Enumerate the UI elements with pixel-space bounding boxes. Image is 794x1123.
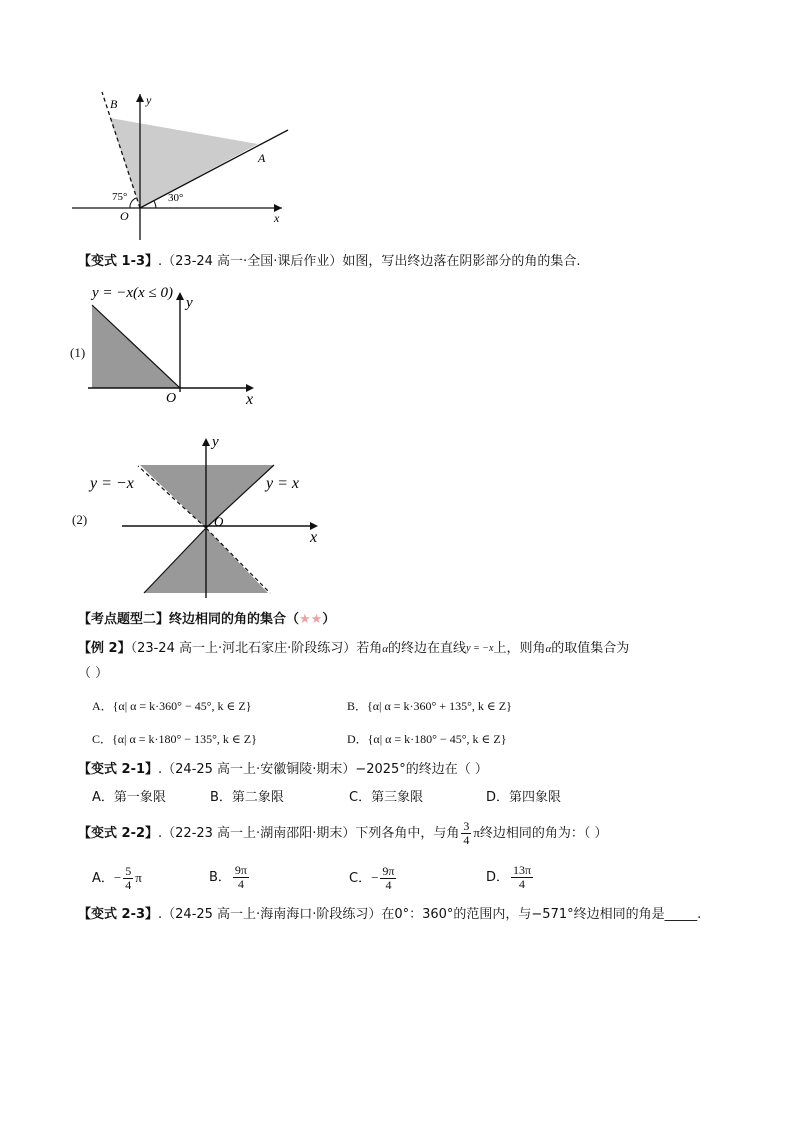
fraction-numerator: 9π	[234, 863, 247, 877]
variant-2-2-question	[78, 820, 608, 847]
pi-symbol: π	[135, 870, 142, 885]
shaded-region-lower-right	[206, 528, 268, 593]
variant-2-2-option-a[interactable]	[92, 864, 142, 893]
angle-label-30: 30°	[168, 192, 184, 204]
fraction-denominator: 4	[125, 878, 132, 892]
y-axis-arrow	[136, 94, 144, 102]
label-O: O	[166, 391, 177, 406]
y-axis-arrow	[176, 292, 184, 300]
variant-1-3-question	[78, 253, 580, 271]
fig3-part-label: (2)	[72, 512, 88, 527]
minus-sign: −	[371, 870, 379, 885]
variant-2-1-option-a[interactable]: A．第一象限	[92, 790, 166, 805]
variant-2-2-text-b: 终边相同的角为：（ ）	[479, 826, 608, 841]
fraction-denominator: 4	[237, 877, 244, 891]
example-2-text-d: 的取值集合为	[551, 641, 630, 656]
pi-symbol: π	[473, 825, 480, 840]
shaded-region	[110, 118, 258, 208]
variant-2-1-option-c[interactable]: C．第三象限	[349, 790, 424, 805]
variant-2-2-tag: 【变式 2-2】	[78, 826, 159, 841]
equation-label: y = −x(x ≤ 0)	[92, 285, 173, 301]
example-2-text-c: 上，则角	[493, 641, 546, 656]
label-B: B	[110, 97, 118, 111]
angle-arc-30	[154, 201, 156, 208]
option-label: B．	[209, 870, 231, 885]
variant-2-2-option-d[interactable]	[486, 864, 535, 892]
label-A: A	[258, 151, 266, 165]
variant-2-2-text-a: .（22-23 高一上·湖南邵阳·期末）下列各角中，与角	[158, 826, 460, 841]
label-y: y	[186, 295, 193, 311]
question-fraction	[461, 820, 471, 847]
option-label: A．	[92, 871, 114, 886]
variant-2-2-option-c[interactable]	[349, 864, 398, 893]
example-2-option-d[interactable]: D．{α| α = k·180° − 45°, k ∈ Z}	[347, 732, 507, 746]
variant-2-1-text: .（24-25 高一上·安徽铜陵·期末）−2025°的终边在（ ）	[158, 762, 488, 777]
label-y: y	[146, 93, 152, 107]
example-2-text-b: 的终边在直线	[388, 641, 467, 656]
example-2-paren: （ ）	[78, 666, 109, 681]
label-O: O	[120, 209, 129, 223]
example-2-question	[78, 640, 629, 658]
fraction-denominator: 4	[385, 878, 392, 892]
line-equation: y = −x	[466, 643, 494, 654]
variant-2-3-tag: 【变式 2-3】	[78, 907, 159, 922]
variant-2-1-option-d[interactable]: D．第四象限	[486, 790, 562, 805]
equation-right: y = x	[266, 475, 299, 492]
variant-2-2-option-b[interactable]	[209, 864, 251, 892]
angle-arc-75	[130, 198, 136, 208]
figure-shaded-region-2	[88, 430, 328, 600]
variant-1-3-tag: 【变式 1-3】	[78, 254, 159, 269]
minus-sign: −	[113, 870, 122, 885]
option-label: D．	[486, 870, 510, 885]
variant-2-1-option-b[interactable]: B．第二象限	[210, 790, 284, 805]
fig2-part-label: (1)	[70, 345, 86, 360]
section-heading-text: 【考点题型二】终边相同的角的集合（	[78, 612, 300, 627]
figure-shaded-region-1	[86, 280, 266, 410]
fraction-numerator: 13π	[513, 863, 532, 877]
label-x: x	[274, 211, 280, 225]
label-x: x	[310, 529, 318, 546]
section-heading-close: ）	[322, 612, 336, 627]
fraction-numerator: 9π	[382, 864, 395, 878]
variant-1-3-text: .（23-24 高一·全国·课后作业）如图，写出终边落在阴影部分的角的集合.	[158, 254, 581, 269]
option-fraction	[233, 864, 249, 891]
option-fraction	[380, 865, 396, 892]
example-2-text-a: （23-24 高一上·河北石家庄·阶段练习）若角	[130, 641, 383, 656]
section-heading	[78, 611, 335, 629]
label-y: y	[212, 434, 219, 450]
variant-2-1-question	[78, 761, 488, 779]
variant-2-3-text: .（24-25 高一上·海南海口·阶段练习）在0°：360°的范围内，与−571°终边相同的角是_____.	[158, 907, 702, 922]
example-2-tag: 【例 2】	[78, 641, 131, 656]
y-axis-arrow	[202, 438, 210, 446]
label-x: x	[246, 391, 254, 408]
difficulty-stars: ★★	[299, 612, 323, 627]
figure-angle-region	[68, 84, 298, 244]
equation-left: y = −x	[90, 475, 134, 492]
option-label: C．	[349, 871, 372, 886]
example-2-option-a[interactable]: A．{α| α = k·360° − 45°, k ∈ Z}	[92, 699, 252, 713]
angle-label-75: 75°	[112, 191, 128, 203]
example-2-option-b[interactable]: B．{α| α = k·360° + 135°, k ∈ Z}	[347, 699, 512, 713]
alpha-symbol: α	[545, 643, 552, 655]
shaded-region-upper	[140, 465, 274, 528]
variant-2-3-question	[78, 906, 701, 924]
fraction-numerator: 5	[125, 864, 132, 878]
label-O: O	[214, 514, 224, 529]
option-fraction	[123, 865, 133, 892]
fraction-denominator: 4	[463, 833, 470, 847]
fraction-denominator: 4	[519, 877, 526, 891]
example-2-option-c[interactable]: C．{α| α = k·180° − 135°, k ∈ Z}	[92, 732, 257, 746]
alpha-symbol: α	[382, 643, 389, 655]
variant-2-1-tag: 【变式 2-1】	[78, 762, 159, 777]
option-fraction	[511, 864, 533, 891]
fraction-numerator: 3	[463, 819, 470, 833]
